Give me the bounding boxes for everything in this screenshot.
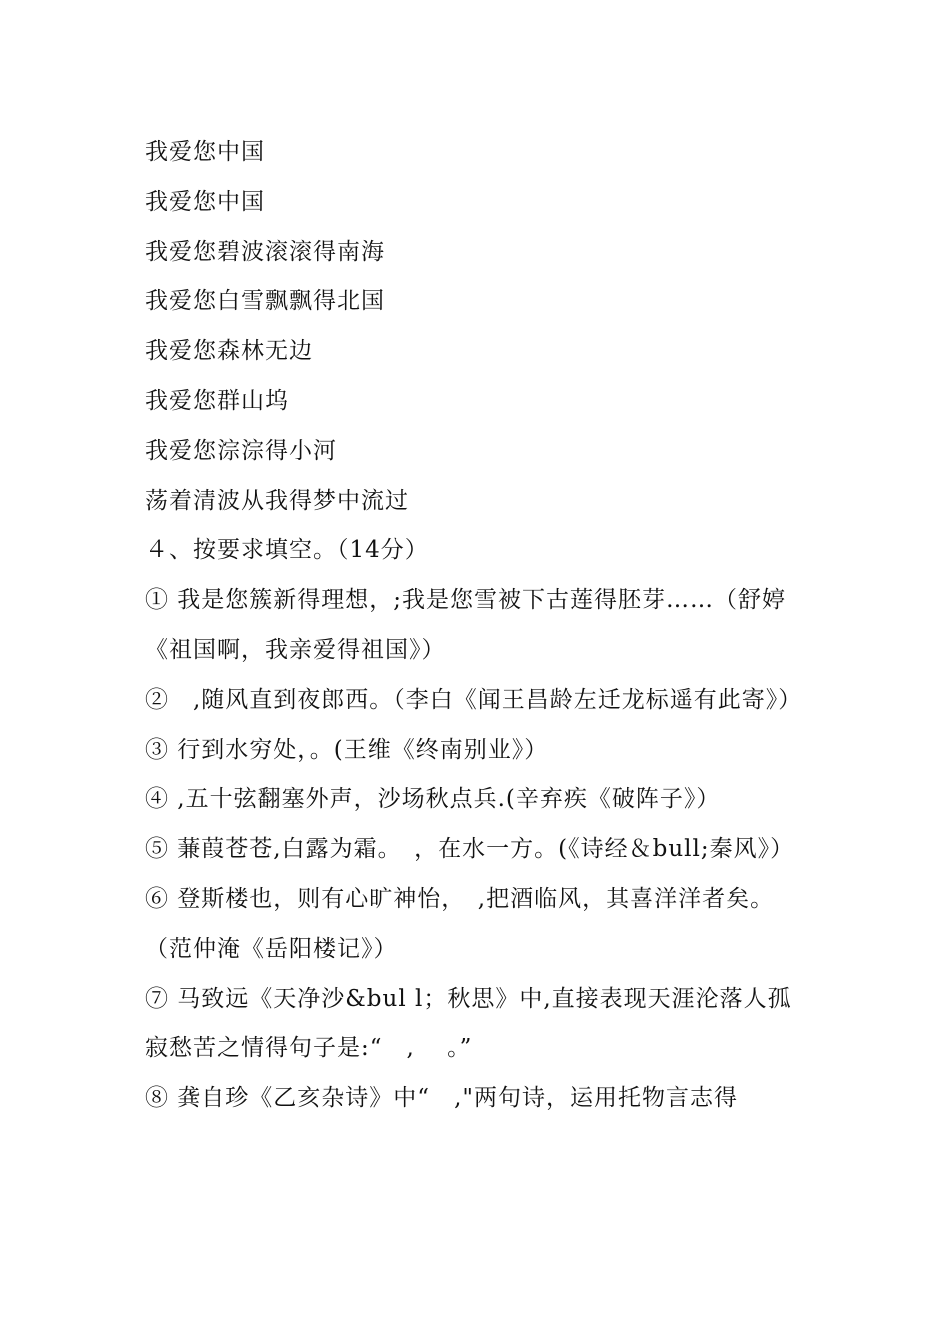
fill-item-3: ③ 行到水穷处，。(王维《终南别业》） bbox=[145, 736, 549, 763]
fill-item-1: ① 我是您簇新得理想，;我是您雪被下古莲得胚芽……（舒婷《祖国啊，我亲爱得祖国》） bbox=[145, 587, 787, 663]
poem-line: 我爱您中国 bbox=[145, 139, 265, 165]
fill-item-4: ④ ,五十弦翻塞外声，沙场秋点兵.(辛弃疾《破阵子》） bbox=[145, 786, 721, 813]
poem-line: 我爱您中国 bbox=[145, 188, 265, 215]
document-body bbox=[145, 128, 810, 1124]
fill-item-6: ⑥ 登斯楼也，则有心旷神怡， ,把酒临风，其喜洋洋者矣。（范仲淹《岳阳楼记》） bbox=[145, 885, 775, 962]
poem-line: 荡着清波从我得梦中流过 bbox=[145, 487, 409, 514]
poem-line: 我爱您白雪飘飘得北国 bbox=[145, 288, 385, 315]
poem-line: 我爱您群山坞 bbox=[145, 387, 289, 414]
fill-item-2: ② ,随风直到夜郎西。（李白《闻王昌龄左迁龙标遥有此寄》） bbox=[145, 686, 803, 713]
fill-item-8: ⑧ 龚自珍《乙亥杂诗》中“ ,"两句诗，运用托物言志得 bbox=[145, 1085, 738, 1112]
fill-item-7: ⑦ 马致远《天净沙&bul l；秋思》中,直接表现天涯沦落人孤寂愁苦之情得句子是:“ , 。” bbox=[145, 985, 792, 1062]
fill-item-5: ⑤ 蒹葭苍苍,白露为霜。 ，在水一方。(《诗经＆bull;秦风》） bbox=[145, 836, 795, 863]
question-heading: ４、按要求填空。（14分） bbox=[145, 537, 429, 564]
poem-line: 我爱您森林无边 bbox=[145, 338, 313, 365]
poem-line: 我爱您淙淙得小河 bbox=[145, 437, 337, 464]
poem-line: 我爱您碧波滚滚得南海 bbox=[145, 238, 385, 265]
